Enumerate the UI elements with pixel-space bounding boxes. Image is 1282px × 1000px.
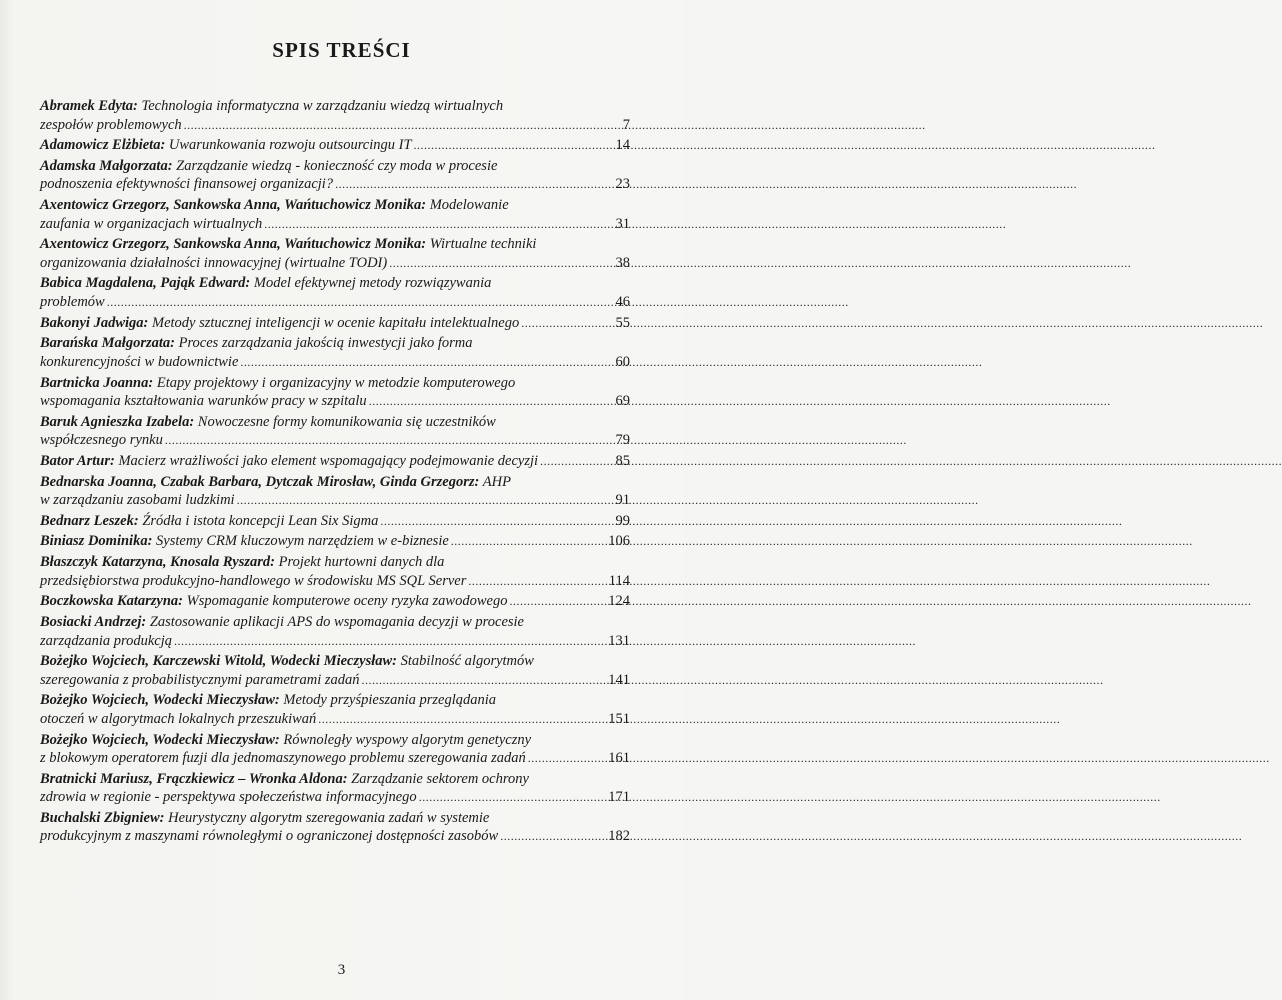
toc-entry-title-end: w zarządzaniu zasobami ludzkimi bbox=[40, 492, 235, 509]
toc-entry-title-part: Nowoczesne formy komunikowania się uczestników bbox=[194, 413, 496, 430]
toc-entry-first-line bbox=[40, 196, 630, 215]
toc-entry bbox=[40, 136, 630, 155]
dot-leader bbox=[419, 788, 606, 807]
toc-entry-authors: Biniasz Dominika: bbox=[40, 533, 153, 550]
toc-entry-authors: Axentowicz Grzegorz, Sankowska Anna, Wańtuchowicz Monika: bbox=[40, 197, 427, 214]
toc-entry bbox=[40, 731, 630, 768]
toc-entry-authors: Bednarska Joanna, Czabak Barbara, Dytczak Mirosław, Ginda Grzegorz: bbox=[40, 473, 480, 490]
toc-entry-title-part: Heurystyczny algorytm szeregowania zadań w systemie bbox=[164, 809, 490, 826]
toc-entry bbox=[40, 592, 630, 611]
toc-entry-authors: Bakonyi Jadwiga: bbox=[40, 314, 149, 331]
toc-entry-first-line bbox=[40, 731, 630, 750]
dot-leader bbox=[264, 215, 606, 234]
toc-entry-title-part: Zarządzanie sektorem ochrony bbox=[347, 770, 529, 787]
toc-entry-title-end: problemów bbox=[40, 293, 105, 310]
toc-entry-first-line bbox=[40, 374, 630, 393]
toc-entry-text bbox=[40, 314, 519, 333]
toc-entry-last-line bbox=[40, 512, 630, 531]
toc-entry-last-line bbox=[40, 431, 630, 450]
toc-entry-page: 106 bbox=[608, 533, 630, 550]
toc-entry-authors: Adamowicz Elżbieta: bbox=[40, 137, 166, 154]
toc-entry-last-line bbox=[40, 215, 630, 234]
toc-entry-last-line bbox=[40, 452, 630, 471]
toc-entry-last-line bbox=[40, 353, 630, 372]
toc-entry-first-line bbox=[40, 274, 630, 293]
toc-entry-text bbox=[40, 512, 378, 531]
toc-entry-authors: Bartnicka Joanna: bbox=[40, 374, 154, 391]
table-of-contents bbox=[40, 97, 630, 848]
toc-entry-last-line bbox=[40, 532, 630, 551]
toc-entry-title-part: Równoległy wyspowy algorytm genetyczny bbox=[279, 731, 532, 748]
toc-entry-authors: Bratnicki Mariusz, Frączkiewicz – Wronka Aldona: bbox=[40, 770, 348, 787]
toc-entry-title-part: Etapy projektowy i organizacyjny w metodzie komputerowego bbox=[153, 374, 516, 391]
toc-entry-authors: Babica Magdalena, Pająk Edward: bbox=[40, 275, 251, 292]
toc-entry-authors: Bednarz Leszek: bbox=[40, 512, 139, 529]
toc-entry-first-line bbox=[40, 97, 630, 116]
toc-entry bbox=[40, 374, 630, 411]
page-number: 3 bbox=[337, 962, 346, 978]
toc-entry bbox=[40, 274, 630, 311]
toc-entry-title-end: wspomagania kształtowania warunków pracy w szpitalu bbox=[40, 393, 367, 409]
toc-entry bbox=[40, 512, 630, 531]
toc-entry bbox=[40, 334, 630, 371]
toc-entry-last-line bbox=[40, 314, 630, 333]
toc-entry-authors: Bożejko Wojciech, Wodecki Mieczysław: bbox=[40, 692, 280, 709]
toc-entry-title-part: Projekt hurtowni danych dla bbox=[275, 554, 445, 571]
toc-entry-title-part: Zastosowanie aplikacji APS do wspomagania decyzji w procesie bbox=[146, 614, 524, 630]
toc-entry-page: 60 bbox=[615, 353, 630, 370]
dot-leader bbox=[362, 671, 606, 690]
dot-leader bbox=[468, 572, 606, 591]
toc-entry-title: Wspomaganie komputerowe oceny ryzyka zawodowego bbox=[183, 593, 508, 610]
toc-entry-title: Macierz wrażliwości jako element wspomagający podejmowanie decyzji bbox=[114, 452, 539, 469]
toc-entry-page: 38 bbox=[615, 254, 630, 271]
dot-leader bbox=[389, 254, 606, 273]
toc-entry-last-line bbox=[40, 827, 630, 846]
toc-entry-first-line bbox=[40, 652, 630, 671]
dot-leader bbox=[335, 175, 606, 194]
toc-entry-page: 171 bbox=[608, 789, 630, 806]
toc-entry-title-part: Model efektywnej metody rozwiązywania bbox=[250, 275, 492, 292]
toc-entry-last-line bbox=[40, 254, 630, 273]
dot-leader bbox=[500, 827, 606, 846]
toc-entry-title: Metody sztucznej inteligencji w ocenie kapitału intelektualnego bbox=[148, 314, 520, 331]
toc-entry-text bbox=[40, 452, 538, 471]
toc-entry-page: 31 bbox=[615, 215, 630, 232]
toc-entry-page: 69 bbox=[615, 393, 630, 409]
toc-entry-title-part: Zarządzanie wiedzą - konieczność czy moda w procesie bbox=[172, 157, 498, 174]
dot-leader bbox=[369, 392, 606, 411]
toc-entry-title: Uwarunkowania rozwoju outsourcingu IT bbox=[165, 137, 412, 154]
toc-entry-authors: Bożejko Wojciech, Wodecki Mieczysław: bbox=[40, 731, 280, 748]
toc-entry-page: 141 bbox=[608, 671, 630, 688]
toc-entry-authors: Abramek Edyta: bbox=[40, 98, 138, 114]
toc-entry-page: 124 bbox=[608, 593, 630, 610]
toc-entry-first-line bbox=[40, 235, 630, 254]
toc-entry-page: 7 bbox=[622, 116, 630, 133]
toc-entry-first-line bbox=[40, 553, 630, 572]
toc-entry-page: 151 bbox=[608, 710, 630, 727]
toc-entry-authors: Baruk Agnieszka Izabela: bbox=[40, 413, 195, 430]
toc-entry-page: 23 bbox=[615, 176, 630, 193]
toc-entry-last-line bbox=[40, 671, 630, 690]
toc-entry bbox=[40, 413, 630, 450]
toc-entry-first-line bbox=[40, 691, 630, 710]
toc-entry-title-end: zarządzania produkcją bbox=[40, 632, 172, 649]
toc-entry-first-line bbox=[40, 809, 630, 828]
dot-leader bbox=[237, 491, 606, 510]
toc-entry-page: 46 bbox=[615, 293, 630, 310]
toc-entry-first-line bbox=[40, 157, 630, 176]
dot-leader bbox=[528, 749, 606, 768]
toc-entry-title-end: przedsiębiorstwa produkcyjno-handlowego w środowisku MS SQL Server bbox=[40, 572, 467, 589]
toc-entry-page: 85 bbox=[615, 452, 630, 469]
dot-leader bbox=[318, 710, 606, 729]
dot-leader bbox=[240, 353, 606, 372]
dot-leader bbox=[414, 136, 606, 155]
dot-leader bbox=[165, 431, 606, 450]
toc-entry-authors: Buchalski Zbigniew: bbox=[40, 809, 165, 826]
toc-entry-title-end: zdrowia w regionie - perspektywa społeczeństwa informacyjnego bbox=[40, 789, 417, 806]
toc-entry bbox=[40, 473, 630, 510]
toc-entry-title-part: Wirtualne techniki bbox=[426, 236, 537, 253]
toc-entry-last-line bbox=[40, 293, 630, 312]
toc-entry bbox=[40, 613, 630, 650]
toc-entry bbox=[40, 532, 630, 551]
dot-leader bbox=[509, 592, 606, 611]
toc-entry-text bbox=[40, 136, 412, 155]
toc-entry bbox=[40, 809, 630, 846]
toc-entry-title-end: zaufania w organizacjach wirtualnych bbox=[40, 215, 263, 232]
toc-entry-text bbox=[40, 592, 507, 611]
dot-leader bbox=[451, 532, 606, 551]
page-title: SPIS TREŚCI bbox=[272, 38, 411, 62]
toc-entry bbox=[40, 235, 630, 272]
toc-entry-page: 55 bbox=[615, 314, 630, 331]
toc-entry bbox=[40, 452, 630, 471]
toc-entry-authors: Barańska Małgorzata: bbox=[40, 335, 175, 352]
toc-entry-first-line bbox=[40, 334, 630, 353]
toc-entry-first-line bbox=[40, 613, 630, 632]
toc-entry bbox=[40, 314, 630, 333]
toc-entry-title-end: otoczeń w algorytmach lokalnych przeszukiwań bbox=[40, 710, 317, 727]
toc-entry-last-line bbox=[40, 116, 630, 135]
dot-leader bbox=[107, 293, 606, 312]
toc-entry-last-line bbox=[40, 749, 630, 768]
dot-leader bbox=[380, 512, 606, 531]
toc-entry-first-line bbox=[40, 413, 630, 432]
toc-entry bbox=[40, 770, 630, 807]
toc-entry-last-line bbox=[40, 592, 630, 611]
toc-entry-page: 79 bbox=[615, 432, 630, 449]
toc-entry-authors: Bator Artur: bbox=[40, 452, 115, 469]
toc-entry-first-line bbox=[40, 473, 630, 492]
toc-entry-page: 14 bbox=[615, 137, 630, 154]
toc-entry-title-part: Proces zarządzania jakością inwestycji jako forma bbox=[174, 335, 473, 352]
toc-entry-last-line bbox=[40, 491, 630, 510]
toc-entry-last-line bbox=[40, 632, 630, 651]
toc-entry-title-end: organizowania działalności innowacyjnej (wirtualne TODI) bbox=[40, 254, 388, 271]
toc-entry-first-line bbox=[40, 770, 630, 789]
toc-entry-title-end: konkurencyjności w budownictwie bbox=[40, 353, 239, 370]
toc-entry-authors: Bosiacki Andrzej: bbox=[40, 614, 147, 630]
toc-entry-page: 99 bbox=[615, 512, 630, 529]
toc-entry bbox=[40, 691, 630, 728]
toc-entry-last-line bbox=[40, 710, 630, 729]
toc-entry-title-end: szeregowania z probabilistycznymi parametrami zadań bbox=[40, 671, 360, 688]
dot-leader bbox=[540, 452, 606, 471]
toc-entry-authors: Axentowicz Grzegorz, Sankowska Anna, Wańtuchowicz Monika: bbox=[40, 236, 427, 253]
toc-entry bbox=[40, 652, 630, 689]
toc-entry-authors: Bożejko Wojciech, Karczewski Witold, Wodecki Mieczysław: bbox=[40, 653, 397, 670]
toc-entry-page: 91 bbox=[615, 492, 630, 509]
toc-entry-text bbox=[40, 532, 449, 551]
toc-entry-title-end: podnoszenia efektywności finansowej organizacji? bbox=[40, 176, 334, 193]
toc-entry-last-line bbox=[40, 136, 630, 155]
toc-entry-title-part: Modelowanie bbox=[426, 197, 509, 214]
toc-entry-page: 131 bbox=[608, 632, 630, 649]
toc-entry-title-part: Metody przyśpieszania przeglądania bbox=[279, 692, 497, 709]
toc-entry-last-line bbox=[40, 392, 630, 411]
toc-entry bbox=[40, 553, 630, 590]
toc-entry-title-part: Stabilność algorytmów bbox=[397, 653, 534, 670]
toc-entry-page: 182 bbox=[608, 828, 630, 845]
dot-leader bbox=[521, 314, 606, 333]
toc-entry-last-line bbox=[40, 788, 630, 807]
toc-entry-title: Źródła i istota koncepcji Lean Six Sigma bbox=[138, 512, 379, 529]
toc-entry-title-end: zespołów problemowych bbox=[40, 116, 182, 133]
toc-entry-title-end: współczesnego rynku bbox=[40, 432, 163, 449]
toc-entry-title-end: produkcyjnym z maszynami równoległymi o ograniczonej dostępności zasobów bbox=[40, 828, 499, 845]
toc-entry bbox=[40, 196, 630, 233]
toc-entry-title-end: z blokowym operatorem fuzji dla jednomaszynowego problemu szeregowania zadań bbox=[40, 750, 526, 767]
toc-entry-page: 161 bbox=[608, 750, 630, 767]
dot-leader bbox=[184, 116, 606, 135]
toc-entry-title: Systemy CRM kluczowym narzędziem w e-biznesie bbox=[152, 533, 449, 550]
toc-entry-authors: Błaszczyk Katarzyna, Knosala Ryszard: bbox=[40, 554, 275, 571]
toc-entry-page: 114 bbox=[608, 572, 630, 589]
dot-leader bbox=[174, 632, 606, 651]
toc-entry bbox=[40, 157, 630, 194]
toc-entry-authors: Boczkowska Katarzyna: bbox=[40, 593, 184, 610]
toc-entry-last-line bbox=[40, 572, 630, 591]
toc-entry bbox=[40, 97, 630, 134]
toc-entry-title-part: AHP bbox=[479, 473, 511, 490]
toc-entry-title-part: Technologia informatyczna w zarządzaniu wiedzą wirtualnych bbox=[137, 98, 504, 114]
toc-entry-last-line bbox=[40, 175, 630, 194]
toc-entry-authors: Adamska Małgorzata: bbox=[40, 157, 173, 174]
